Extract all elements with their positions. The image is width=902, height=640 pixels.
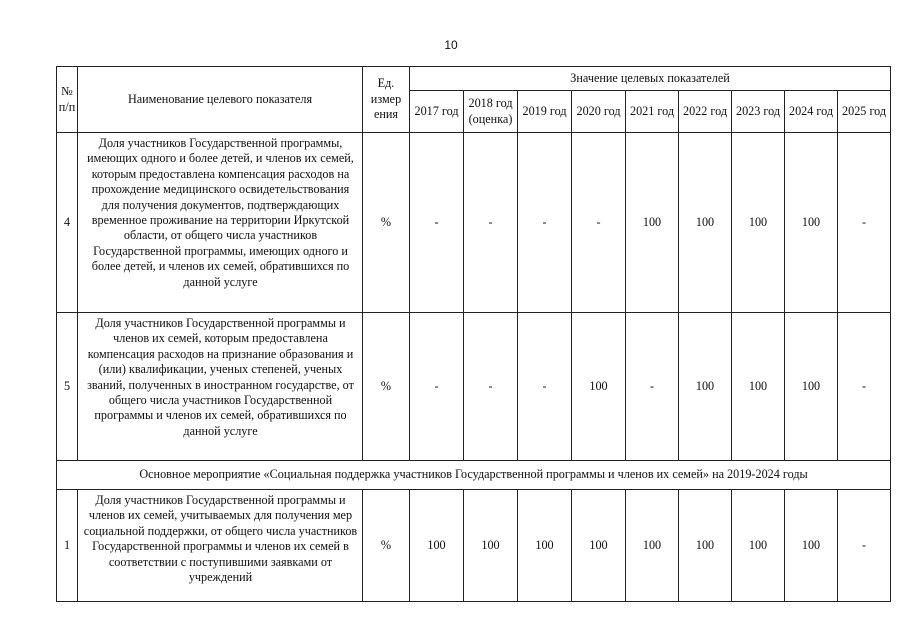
- page-number: 10: [444, 38, 458, 52]
- value-cell: 100: [679, 490, 732, 602]
- header-year: 2023 год: [732, 91, 785, 133]
- header-values-group: Значение целевых показателей: [410, 67, 891, 91]
- value-cell: 100: [732, 313, 785, 461]
- header-year: 2018 год (оценка): [464, 91, 518, 133]
- indicator-description: Доля участников Государственной программы и членов их семей, которым предоставлена компенсация расходов на признание образования и (или) квалификации, ученых степеней, ученых званий, полученных в иностранном государстве, от общего числа участников Государственной программы и членов их семей, обратившихся по данной услуге: [78, 313, 363, 461]
- value-cell: 100: [572, 313, 626, 461]
- header-name-col: Наименование целевого показателя: [78, 67, 363, 133]
- header-num-col: № п/п: [57, 67, 78, 133]
- value-cell: -: [464, 133, 518, 313]
- header-year: 2021 год: [626, 91, 679, 133]
- value-cell: 100: [464, 490, 518, 602]
- value-cell: -: [572, 133, 626, 313]
- indicator-description: Доля участников Государственной программы и членов их семей, учитываемых для получения мер социальной поддержки, от общего числа участников Государственной программы и членов их семей в соответствии с поступившими заявками от учреждений: [78, 490, 363, 602]
- value-cell: 100: [410, 490, 464, 602]
- row-number: 5: [57, 313, 78, 461]
- header-unit-col: Ед. измер ения: [363, 67, 410, 133]
- value-cell: 100: [732, 133, 785, 313]
- value-cell: -: [464, 313, 518, 461]
- row-number: 1: [57, 490, 78, 602]
- value-cell: -: [518, 313, 572, 461]
- section-title: Основное мероприятие «Социальная поддержка участников Государственной программы и членов их семей» на 2019-2024 годы: [57, 461, 891, 490]
- header-year: 2025 год: [838, 91, 891, 133]
- value-cell: 100: [626, 490, 679, 602]
- value-cell: -: [838, 133, 891, 313]
- value-cell: 100: [679, 313, 732, 461]
- header-year: 2017 год: [410, 91, 464, 133]
- unit-cell: %: [363, 313, 410, 461]
- unit-cell: %: [363, 133, 410, 313]
- value-cell: -: [410, 133, 464, 313]
- table-row: [57, 133, 891, 313]
- value-cell: -: [410, 313, 464, 461]
- table-row: [57, 313, 891, 461]
- value-cell: 100: [572, 490, 626, 602]
- value-cell: 100: [679, 133, 732, 313]
- unit-cell: %: [363, 490, 410, 602]
- header-year: 2019 год: [518, 91, 572, 133]
- value-cell: 100: [626, 133, 679, 313]
- value-cell: -: [838, 490, 891, 602]
- section-row: [57, 461, 891, 490]
- target-indicators-table: [56, 66, 891, 602]
- value-cell: 100: [785, 490, 838, 602]
- value-cell: 100: [785, 313, 838, 461]
- value-cell: -: [838, 313, 891, 461]
- header-year: 2022 год: [679, 91, 732, 133]
- row-number: 4: [57, 133, 78, 313]
- value-cell: -: [626, 313, 679, 461]
- value-cell: 100: [785, 133, 838, 313]
- table-row: [57, 490, 891, 602]
- indicator-description: Доля участников Государственной программы, имеющих одного и более детей, и членов их семей, которым предоставлена компенсация расходов на прохождение медицинского освидетельствования для получения документов, подтверждающих временное проживание на территории Иркутской области, от общего числа участников Государственной программы, имеющих одного и более детей, и членов их семей, обратившихся по данной услуге: [78, 133, 363, 313]
- value-cell: 100: [518, 490, 572, 602]
- value-cell: -: [518, 133, 572, 313]
- header-year: 2024 год: [785, 91, 838, 133]
- header-year: 2020 год: [572, 91, 626, 133]
- value-cell: 100: [732, 490, 785, 602]
